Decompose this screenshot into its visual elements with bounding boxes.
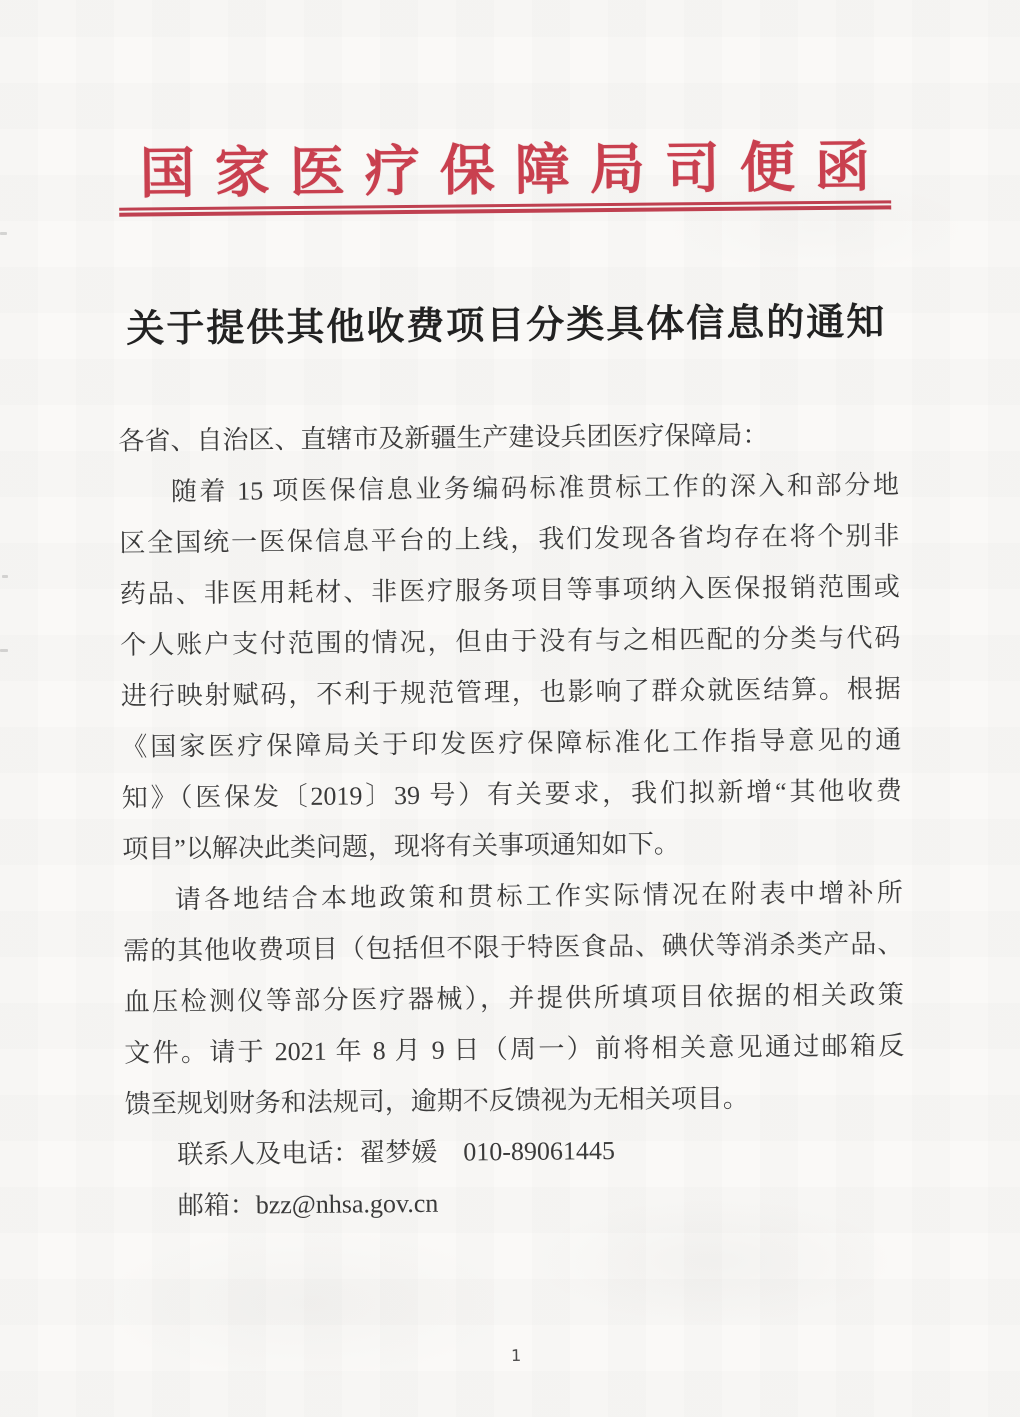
body-line: 请各地结合本地政策和贯标工作实际情况在附表中增补所 <box>174 878 903 915</box>
notice-title: 关于提供其他收费项目分类具体信息的通知 <box>126 301 887 351</box>
contact-line: 联系人及电话：翟梦媛 010-89061445 <box>177 1136 616 1170</box>
salutation-line: 各省、自治区、直辖市及新疆生产建设兵团医疗保障局： <box>118 420 769 456</box>
letterhead-title: 国家医疗保障局司便函 <box>139 136 891 205</box>
body-line: 个人账户支付范围的情况，但由于没有与之相匹配的分类与代码 <box>120 623 901 660</box>
body-line: 需的其他收费项目（包括但不限于特医食品、碘伏等消杀类产品、 <box>123 929 904 966</box>
body-line: 药品、非医用耗材、非医疗服务项目等事项纳入医保报销范围或 <box>119 572 900 609</box>
body-line: 进行映射赋码，不利于规范管理，也影响了群众就医结算。根据 <box>120 674 901 711</box>
body-line: 项目”以解决此类问题，现将有关事项通知如下。 <box>122 829 680 864</box>
page-number: 1 <box>511 1345 522 1366</box>
email-line: 邮箱：bzz@nhsa.gov.cn <box>177 1188 439 1221</box>
body-line: 文件。请于 2021 年 8 月 9 日（周一）前将相关意见通过邮箱反 <box>124 1031 905 1068</box>
body-line: 《国家医疗保障局关于印发医疗保障标准化工作指导意见的通 <box>121 725 902 762</box>
body-line: 区全国统一医保信息平台的上线，我们发现各省均存在将个别非 <box>119 521 900 558</box>
notice-body <box>118 408 906 1231</box>
body-line: 血压检测仪等部分医疗器械），并提供所填项目依据的相关政策 <box>123 980 904 1017</box>
body-line: 馈至规划财务和法规司，逾期不反馈视为无相关项目。 <box>124 1083 749 1119</box>
body-line: 随着 15 项医保信息业务编码标准贯标工作的深入和部分地 <box>170 470 900 507</box>
body-line: 知》（医保发〔2019〕39 号）有关要求，我们拟新增“其他收费 <box>121 776 902 813</box>
